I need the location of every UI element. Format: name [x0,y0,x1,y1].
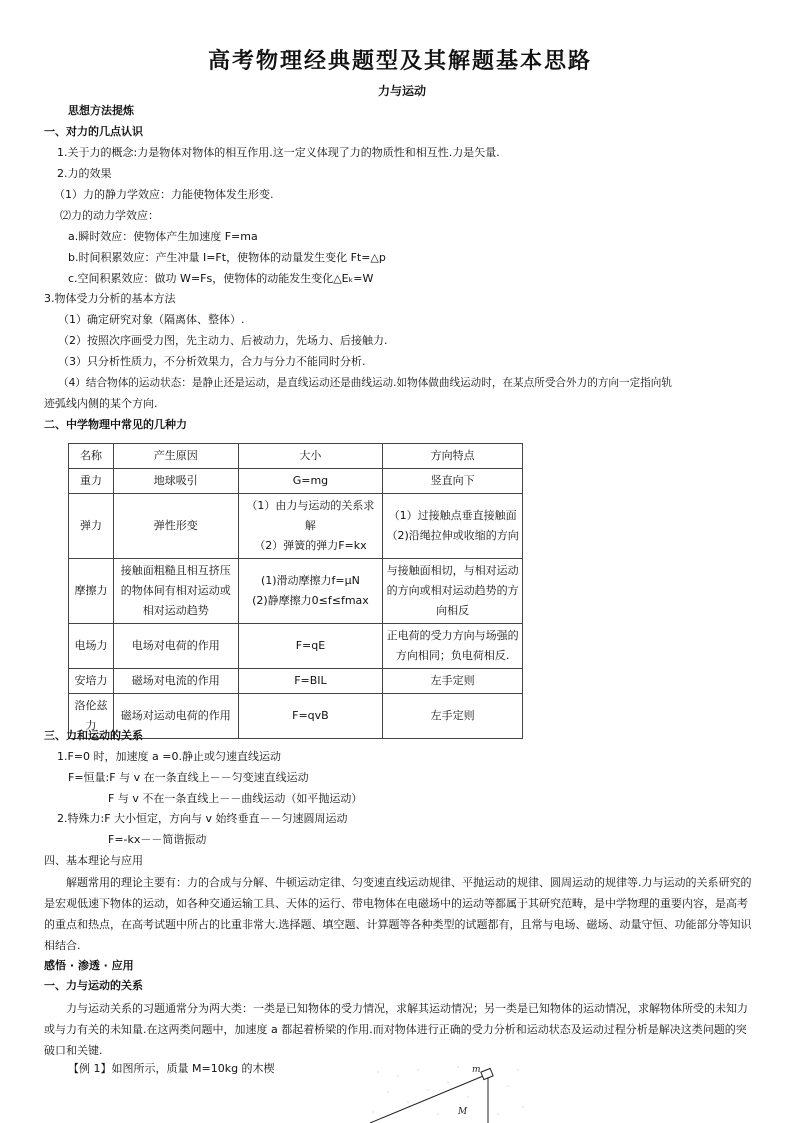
wedge-incline [370,1074,488,1123]
text-line: （2）按照次序画受力图，先主动力、后被动力，先场力、后接触力. [58,334,388,347]
text-line: F=-kx－－简谐振动 [108,833,207,846]
table-cell: 磁场对运动电荷的作用 [113,694,238,739]
text-line: b.时间积累效应：产生冲量 I=Ft，使物体的动量发生变化 Ft=△p [68,251,386,264]
wedge-figure [358,1062,538,1123]
table-cell: 地球吸引 [113,469,238,494]
heading-force-concepts: 一、对力的几点认识 [44,125,143,138]
label-m: m [472,1065,481,1075]
forces-table [68,443,523,739]
text-line: （4）结合物体的运动状态：是静止还是运动，是直线运动还是曲线运动.如物体做曲线运动时，在某点所受合外力的方向一定指向轨 [58,377,672,389]
table-cell: 电场对电荷的作用 [113,624,238,669]
table-cell: （1）过接触点垂直接触面 （2)沿绳拉伸或收缩的方向 [383,494,523,559]
table-row [69,669,523,694]
table-cell: F=BIL [238,669,383,694]
table-header: 大小 [238,444,383,469]
heading-theory: 四、基本理论与应用 [44,854,143,867]
heading-force-motion: 三、力和运动的关系 [44,729,143,742]
text-line: 迹弧线内侧的某个方向. [44,397,158,410]
table-cell: 左手定则 [383,669,523,694]
table-cell: 电场力 [69,624,114,669]
table-cell: 弹性形变 [113,494,238,559]
text-line: a.瞬时效应：使物体产生加速度 F=ma [68,230,258,243]
table-cell: 正电荷的受力方向与场强的 方向相同；负电荷相反. [383,624,523,669]
table-row [69,494,523,559]
table-header: 产生原因 [113,444,238,469]
table-cell: G=mg [238,469,383,494]
table-cell: F=qvB [238,694,383,739]
paragraph: 力与运动关系的习题通常分为两大类：一类是已知物体的受力情况，求解其运动情况；另一类是已知物体的运动情况，求解物体所受的未知力或与力有关的未知量.在这两类问题中，加速度 a 都起着桥梁的作用.而对物体进行正确的受力分析和运动状态及运动过程分析是解决这类问题的突破口和关键. [44,1002,748,1057]
table-cell: 左手定则 [383,694,523,739]
text-line: F 与 v 不在一条直线上－－曲线运动（如平抛运动） [108,792,363,805]
example-line: 【例 1】如图所示，质量 M=10kg 的木楔 [68,1062,275,1075]
table-cell: 洛伦兹 力 [69,694,114,739]
table-header: 方向特点 [383,444,523,469]
table-cell: 弹力 [69,494,114,559]
text-line: （1）确定研究对象（隔离体、整体）. [58,313,245,326]
block-m [481,1068,493,1079]
table-cell: 重力 [69,469,114,494]
heading-force-motion-relation: 一、力与运动的关系 [44,979,143,992]
table-cell: F=qE [238,624,383,669]
table-header-row [69,444,523,469]
text-line: （1）力的静力学效应：力能使物体发生形变. [54,188,274,201]
text-line: 1.F=0 时，加速度 a =0.静止或匀速直线运动 [57,750,281,763]
table-cell: 与接触面相切，与相对运动 的方向或相对运动趋势的方 向相反 [383,559,523,624]
page-title: 高考物理经典题型及其解题基本思路 [208,48,593,74]
heading-application: 感悟 · 渗透 · 应用 [44,959,134,972]
table-row [69,624,523,669]
text-line: 1.关于力的概念:力是物体对物体的相互作用.这一定义体现了力的物质性和相互性.力是矢量. [57,146,500,159]
table-cell: （1）由力与运动的关系求解 （2）弹簧的弹力F=kx [238,494,383,559]
label-M: M [458,1107,468,1117]
table-row [69,469,523,494]
table-cell: 接触面粗糙且相互挤压 的物体间有相对运动或 相对运动趋势 [113,559,238,624]
wedge-diagram [358,1062,538,1123]
text-line: c.空间积累效应：做功 W=Fs，使物体的动能发生变化△Eₖ=W [68,272,374,285]
paragraph: 解题常用的理论主要有：力的合成与分解、牛顿运动定律、匀变速直线运动规律、平抛运动的规律、圆周运动的规律等.力与运动的关系研究的是宏观低速下物体的运动，如各种交通运输工具、天体的运行、带电物体在电磁场中的运动等都属于其研究范畴，是中学物理的重要内容，是高考的重点和热点，在高考试题中所占的比重非常大.选择题、填空题、计算题等各种类型的试题都有，且常与电场、磁场、动量守恒、功能部分等知识相结合. [44,876,752,952]
text-line: 2.特殊力:F 大小恒定，方向与 v 始终垂直－－匀速圆周运动 [57,812,348,825]
table-cell: 摩擦力 [69,559,114,624]
table-header: 名称 [69,444,114,469]
table-cell: 安培力 [69,669,114,694]
table-row [69,559,523,624]
table-cell: 竖直向下 [383,469,523,494]
text-line: F=恒量:F 与 v 在一条直线上－－匀变速直线运动 [68,771,309,784]
page-subtitle: 力与运动 [378,84,427,98]
heading-common-forces: 二、中学物理中常见的几种力 [44,418,187,431]
table-cell: 磁场对电流的作用 [113,669,238,694]
text-line: （3）只分析性质力，不分析效果力，合力与分力不能同时分析. [58,355,366,368]
text-line: ⑵力的动力学效应： [60,209,159,222]
section-heading: 思想方法提炼 [68,104,134,117]
text-line: 3.物体受力分析的基本方法 [44,292,176,305]
table-cell: (1)滑动摩擦力f=μN (2)静摩擦力0≤f≤fmax [238,559,383,624]
text-line: 2.力的效果 [57,167,112,180]
